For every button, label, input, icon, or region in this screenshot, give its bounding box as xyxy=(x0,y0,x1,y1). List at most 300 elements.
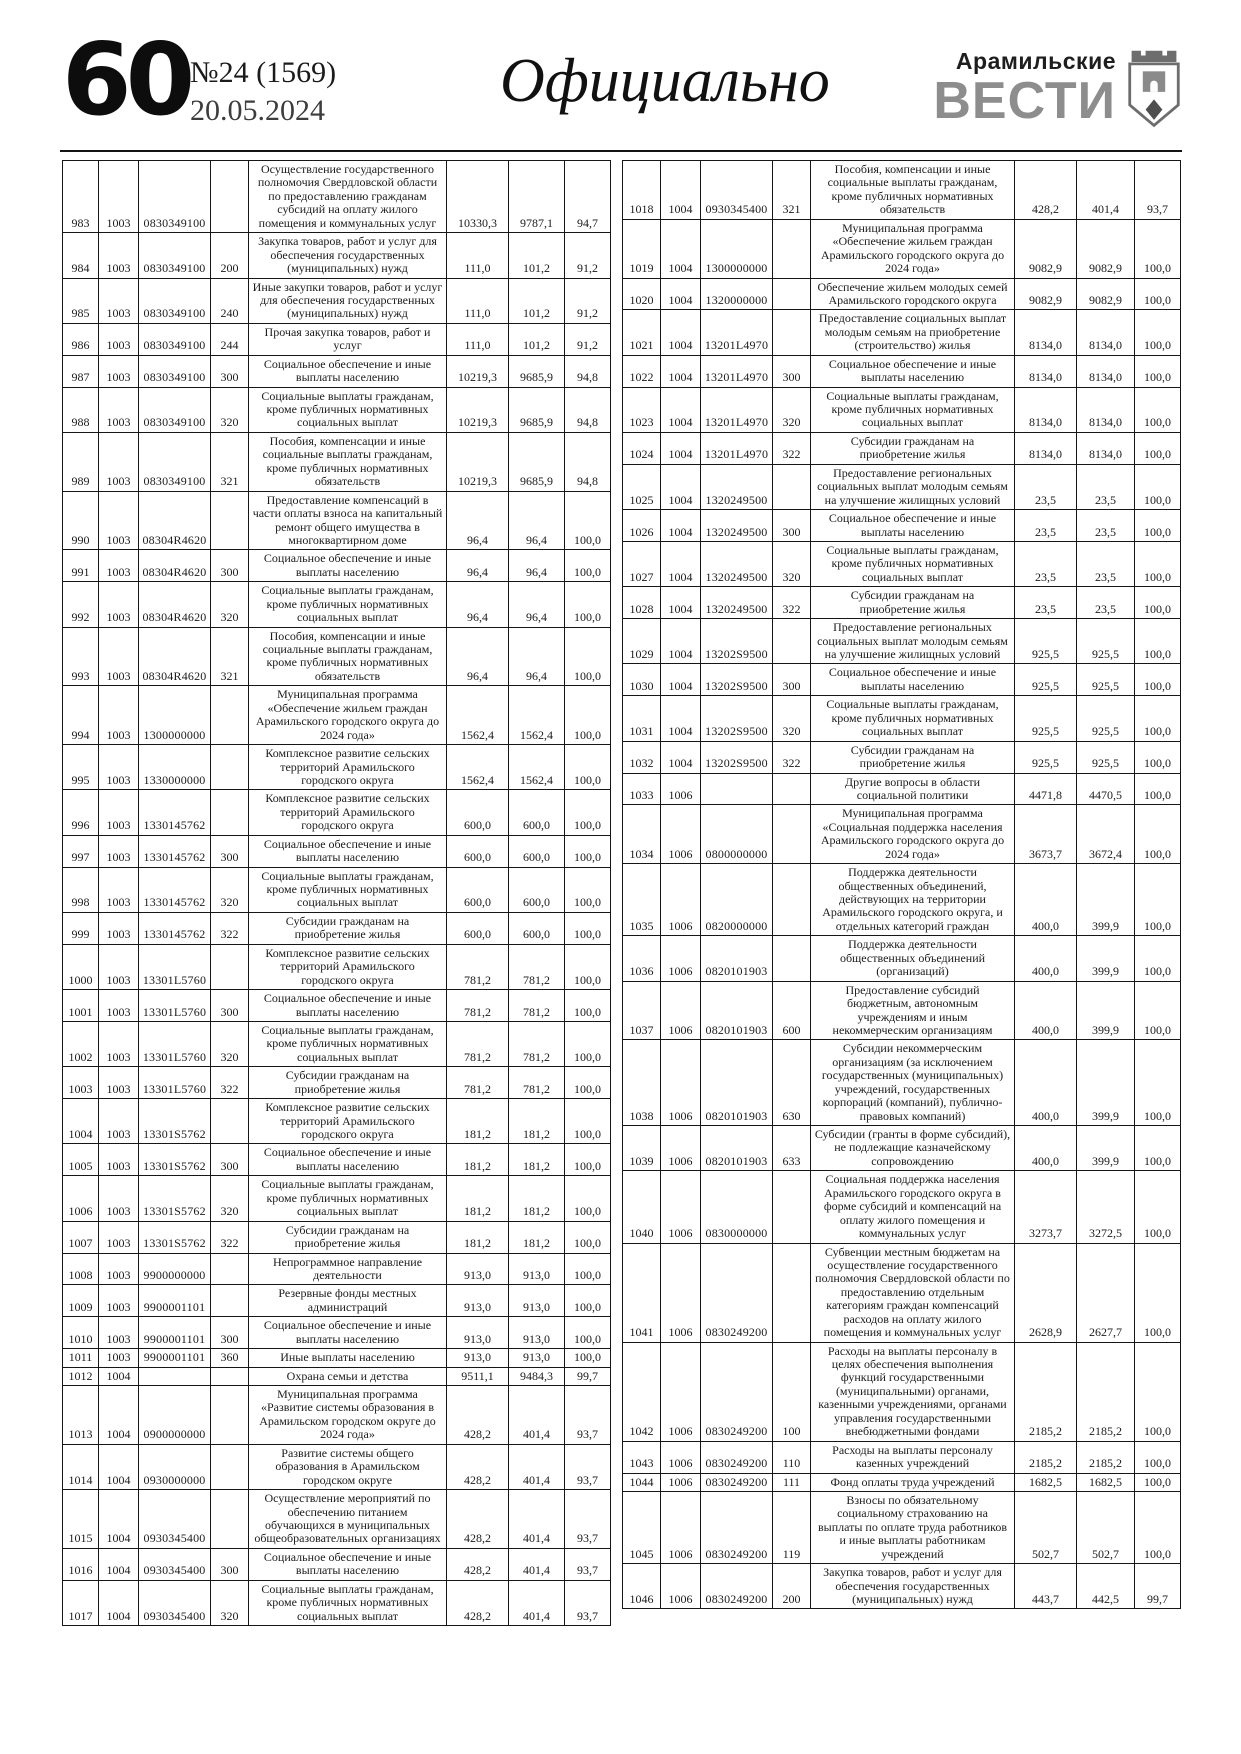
target-article-code: 0830349100 xyxy=(139,278,211,323)
table-row xyxy=(63,387,611,432)
issue-number: №24 (1569) xyxy=(190,56,337,89)
target-article-code: 13202S9500 xyxy=(701,741,773,773)
target-article-code: 13202S9500 xyxy=(701,696,773,741)
expense-name: Социальное обеспечение и иные выплаты населению xyxy=(249,1317,447,1349)
target-article-code: 0830349100 xyxy=(139,323,211,355)
planned-amount: 925,5 xyxy=(1015,664,1077,696)
expense-name: Субсидии гражданам на приобретение жилья xyxy=(249,1067,447,1099)
planned-amount: 428,2 xyxy=(1015,161,1077,220)
expense-type-code xyxy=(211,1444,249,1489)
section-code: 1004 xyxy=(661,161,701,220)
row-number: 1038 xyxy=(623,1040,661,1126)
section-code: 1004 xyxy=(99,1548,139,1580)
expense-type-code xyxy=(211,790,249,835)
expense-name: Субсидии гражданам на приобретение жилья xyxy=(811,432,1015,464)
table-row xyxy=(623,1491,1181,1563)
execution-percent: 100,0 xyxy=(565,627,611,686)
row-number: 1039 xyxy=(623,1126,661,1171)
execution-percent: 100,0 xyxy=(1135,1040,1181,1126)
table-row xyxy=(63,867,611,912)
expense-type-code: 322 xyxy=(211,1221,249,1253)
planned-amount: 4471,8 xyxy=(1015,773,1077,805)
execution-percent: 100,0 xyxy=(565,745,611,790)
target-article-code: 13301S5762 xyxy=(139,1176,211,1221)
target-article-code: 0830249200 xyxy=(701,1473,773,1491)
planned-amount: 781,2 xyxy=(447,944,509,989)
target-article-code: 13301S5762 xyxy=(139,1144,211,1176)
executed-amount: 913,0 xyxy=(509,1253,565,1285)
brand-line1: Арамильские xyxy=(955,48,1116,74)
expense-name: Расходы на выплаты персоналу казенных учреждений xyxy=(811,1441,1015,1473)
executed-amount: 3272,5 xyxy=(1077,1171,1135,1243)
brand-line2: ВЕСТИ xyxy=(933,72,1116,130)
executed-amount: 23,5 xyxy=(1077,587,1135,619)
row-number: 1030 xyxy=(623,664,661,696)
table-row xyxy=(623,981,1181,1040)
row-number: 993 xyxy=(63,627,99,686)
row-number: 1026 xyxy=(623,510,661,542)
planned-amount: 2185,2 xyxy=(1015,1342,1077,1441)
execution-percent: 100,0 xyxy=(565,1349,611,1367)
table-row xyxy=(63,1367,611,1385)
expense-name: Комплексное развитие сельских территорий Арамильского городского округа xyxy=(249,944,447,989)
expense-name: Резервные фонды местных администраций xyxy=(249,1285,447,1317)
planned-amount: 10219,3 xyxy=(447,432,509,491)
section-code: 1006 xyxy=(661,936,701,981)
row-number: 1036 xyxy=(623,936,661,981)
expense-name: Социальное обеспечение и иные выплаты населению xyxy=(249,1548,447,1580)
target-article-code: 1320249500 xyxy=(701,541,773,586)
execution-percent: 100,0 xyxy=(565,582,611,627)
table-row xyxy=(63,582,611,627)
target-article-code: 0830349100 xyxy=(139,233,211,278)
row-number: 1015 xyxy=(63,1490,99,1549)
executed-amount: 401,4 xyxy=(509,1490,565,1549)
expense-name: Субсидии гражданам на приобретение жилья xyxy=(811,741,1015,773)
section-code: 1004 xyxy=(661,587,701,619)
target-article-code: 08304R4620 xyxy=(139,550,211,582)
execution-percent: 100,0 xyxy=(1135,1126,1181,1171)
table-row xyxy=(623,741,1181,773)
executed-amount: 913,0 xyxy=(509,1285,565,1317)
section-code: 1006 xyxy=(661,1342,701,1441)
expense-type-code: 300 xyxy=(211,1144,249,1176)
executed-amount: 8134,0 xyxy=(1077,387,1135,432)
row-number: 1027 xyxy=(623,541,661,586)
planned-amount: 111,0 xyxy=(447,233,509,278)
planned-amount: 781,2 xyxy=(447,1021,509,1066)
expense-name: Осуществление мероприятий по обеспечению питанием обучающихся в муниципальных общеобразовательных организациях xyxy=(249,1490,447,1549)
section-code: 1006 xyxy=(661,1243,701,1342)
execution-percent: 94,8 xyxy=(565,355,611,387)
expense-name: Пособия, компенсации и иные социальные выплаты гражданам, кроме публичных нормативных обязательств xyxy=(249,627,447,686)
row-number: 1041 xyxy=(623,1243,661,1342)
execution-percent: 100,0 xyxy=(1135,741,1181,773)
execution-percent: 100,0 xyxy=(565,990,611,1022)
planned-amount: 925,5 xyxy=(1015,741,1077,773)
planned-amount: 400,0 xyxy=(1015,1040,1077,1126)
planned-amount: 111,0 xyxy=(447,278,509,323)
executed-amount: 401,4 xyxy=(509,1580,565,1625)
row-number: 1032 xyxy=(623,741,661,773)
expense-type-code: 300 xyxy=(773,355,811,387)
section-code: 1006 xyxy=(661,981,701,1040)
section-code: 1006 xyxy=(661,1564,701,1609)
table-row xyxy=(63,278,611,323)
execution-percent: 93,7 xyxy=(565,1386,611,1445)
planned-amount: 96,4 xyxy=(447,491,509,550)
execution-percent: 94,7 xyxy=(565,161,611,233)
expense-type-code xyxy=(773,278,811,310)
expense-name: Поддержка деятельности общественных объединений, действующих на территории Арамильского городского округа, и отдельных категорий граждан xyxy=(811,864,1015,936)
expense-type-code: 200 xyxy=(773,1564,811,1609)
row-number: 1040 xyxy=(623,1171,661,1243)
section-code: 1006 xyxy=(661,1126,701,1171)
expense-name: Закупка товаров, работ и услуг для обеспечения государственных (муниципальных) нужд xyxy=(249,233,447,278)
table-row xyxy=(623,1342,1181,1441)
expense-type-code: 322 xyxy=(211,912,249,944)
table-row xyxy=(623,1040,1181,1126)
section-code: 1003 xyxy=(99,161,139,233)
section-code: 1003 xyxy=(99,491,139,550)
planned-amount: 8134,0 xyxy=(1015,432,1077,464)
table-row xyxy=(63,1067,611,1099)
row-number: 1023 xyxy=(623,387,661,432)
expense-type-code: 300 xyxy=(773,664,811,696)
planned-amount: 400,0 xyxy=(1015,864,1077,936)
target-article-code: 0830349100 xyxy=(139,161,211,233)
expense-name: Непрограммное направление деятельности xyxy=(249,1253,447,1285)
executed-amount: 101,2 xyxy=(509,323,565,355)
table-row xyxy=(623,219,1181,278)
planned-amount: 23,5 xyxy=(1015,510,1077,542)
expense-name: Закупка товаров, работ и услуг для обеспечения государственных (муниципальных) нужд xyxy=(811,1564,1015,1609)
execution-percent: 100,0 xyxy=(1135,936,1181,981)
section-code: 1003 xyxy=(99,835,139,867)
table-row xyxy=(623,1564,1181,1609)
section-code: 1006 xyxy=(661,1491,701,1563)
expense-type-code: 320 xyxy=(211,867,249,912)
page-number: 60 xyxy=(62,21,190,138)
section-code: 1003 xyxy=(99,1144,139,1176)
planned-amount: 428,2 xyxy=(447,1490,509,1549)
table-row xyxy=(623,619,1181,664)
target-article-code: 0930345400 xyxy=(139,1490,211,1549)
expense-name: Социальные выплаты гражданам, кроме публичных нормативных социальных выплат xyxy=(249,1021,447,1066)
planned-amount: 10219,3 xyxy=(447,387,509,432)
row-number: 1044 xyxy=(623,1473,661,1491)
planned-amount: 600,0 xyxy=(447,912,509,944)
table-row xyxy=(63,1099,611,1144)
planned-amount: 1562,4 xyxy=(447,686,509,745)
target-article-code: 0830249200 xyxy=(701,1491,773,1563)
expense-name: Социальное обеспечение и иные выплаты населению xyxy=(811,510,1015,542)
executed-amount: 399,9 xyxy=(1077,864,1135,936)
execution-percent: 100,0 xyxy=(1135,805,1181,864)
execution-percent: 100,0 xyxy=(1135,219,1181,278)
target-article-code: 1330145762 xyxy=(139,912,211,944)
executed-amount: 2627,7 xyxy=(1077,1243,1135,1342)
planned-amount: 781,2 xyxy=(447,1067,509,1099)
row-number: 1037 xyxy=(623,981,661,1040)
planned-amount: 502,7 xyxy=(1015,1491,1077,1563)
target-article-code: 13201L4970 xyxy=(701,310,773,355)
execution-percent: 100,0 xyxy=(565,1285,611,1317)
execution-percent: 100,0 xyxy=(565,686,611,745)
planned-amount: 600,0 xyxy=(447,835,509,867)
expense-name: Иные выплаты населению xyxy=(249,1349,447,1367)
row-number: 1005 xyxy=(63,1144,99,1176)
target-article-code: 1330145762 xyxy=(139,867,211,912)
section-code: 1004 xyxy=(661,310,701,355)
target-article-code: 13301L5760 xyxy=(139,944,211,989)
expense-type-code: 630 xyxy=(773,1040,811,1126)
row-number: 1003 xyxy=(63,1067,99,1099)
execution-percent: 91,2 xyxy=(565,278,611,323)
row-number: 992 xyxy=(63,582,99,627)
expense-type-code: 300 xyxy=(211,355,249,387)
planned-amount: 23,5 xyxy=(1015,541,1077,586)
budget-table-left xyxy=(62,160,611,1626)
expense-type-code: 322 xyxy=(773,587,811,619)
target-article-code: 0830249200 xyxy=(701,1441,773,1473)
section-code: 1004 xyxy=(661,432,701,464)
expense-type-code xyxy=(773,310,811,355)
target-article-code: 9900000000 xyxy=(139,1253,211,1285)
planned-amount: 1682,5 xyxy=(1015,1473,1077,1491)
section-code: 1004 xyxy=(99,1386,139,1445)
table-row xyxy=(623,541,1181,586)
expense-name: Пособия, компенсации и иные социальные выплаты гражданам, кроме публичных нормативных обязательств xyxy=(811,161,1015,220)
execution-percent: 100,0 xyxy=(1135,696,1181,741)
row-number: 1014 xyxy=(63,1444,99,1489)
planned-amount: 111,0 xyxy=(447,323,509,355)
planned-amount: 925,5 xyxy=(1015,619,1077,664)
target-article-code: 13201L4970 xyxy=(701,432,773,464)
expense-type-code xyxy=(773,1243,811,1342)
expense-type-code: 320 xyxy=(211,1580,249,1625)
section-code: 1004 xyxy=(661,510,701,542)
section-code: 1004 xyxy=(99,1367,139,1385)
row-number: 1043 xyxy=(623,1441,661,1473)
executed-amount: 442,5 xyxy=(1077,1564,1135,1609)
table-row xyxy=(63,323,611,355)
table-row xyxy=(623,310,1181,355)
table-row xyxy=(623,1473,1181,1491)
executed-amount: 401,4 xyxy=(509,1386,565,1445)
executed-amount: 2185,2 xyxy=(1077,1342,1135,1441)
expense-name: Поддержка деятельности общественных объединений (организаций) xyxy=(811,936,1015,981)
planned-amount: 2628,9 xyxy=(1015,1243,1077,1342)
section-code: 1003 xyxy=(99,1253,139,1285)
row-number: 997 xyxy=(63,835,99,867)
expense-type-code xyxy=(211,686,249,745)
execution-percent: 100,0 xyxy=(1135,310,1181,355)
section-code: 1004 xyxy=(661,741,701,773)
planned-amount: 913,0 xyxy=(447,1349,509,1367)
expense-name: Прочая закупка товаров, работ и услуг xyxy=(249,323,447,355)
executed-amount: 181,2 xyxy=(509,1099,565,1144)
expense-name: Социальное обеспечение и иные выплаты населению xyxy=(249,835,447,867)
row-number: 1017 xyxy=(63,1580,99,1625)
execution-percent: 100,0 xyxy=(565,550,611,582)
executed-amount: 781,2 xyxy=(509,1067,565,1099)
section-code: 1003 xyxy=(99,1067,139,1099)
expense-name: Иные закупки товаров, работ и услуг для обеспечения государственных (муниципальных) нужд xyxy=(249,278,447,323)
table-row xyxy=(63,1317,611,1349)
target-article-code: 1300000000 xyxy=(139,686,211,745)
table-row xyxy=(63,627,611,686)
target-article-code: 0830249200 xyxy=(701,1342,773,1441)
planned-amount: 428,2 xyxy=(447,1386,509,1445)
expense-name: Социальное обеспечение и иные выплаты населению xyxy=(249,550,447,582)
expense-name: Комплексное развитие сельских территорий Арамильского городского округа xyxy=(249,790,447,835)
execution-percent: 100,0 xyxy=(1135,541,1181,586)
table-row xyxy=(623,936,1181,981)
expense-type-code xyxy=(773,1171,811,1243)
executed-amount: 9685,9 xyxy=(509,355,565,387)
target-article-code xyxy=(139,1367,211,1385)
expense-name: Субсидии (гранты в форме субсидий), не подлежащие казначейскому сопровождению xyxy=(811,1126,1015,1171)
expense-name: Социальное обеспечение и иные выплаты населению xyxy=(249,355,447,387)
row-number: 995 xyxy=(63,745,99,790)
row-number: 1006 xyxy=(63,1176,99,1221)
expense-name: Субсидии гражданам на приобретение жилья xyxy=(811,587,1015,619)
planned-amount: 400,0 xyxy=(1015,1126,1077,1171)
row-number: 1013 xyxy=(63,1386,99,1445)
expense-type-code: 110 xyxy=(773,1441,811,1473)
execution-percent: 100,0 xyxy=(565,912,611,944)
expense-name: Фонд оплаты труда учреждений xyxy=(811,1473,1015,1491)
row-number: 1020 xyxy=(623,278,661,310)
section-code: 1004 xyxy=(99,1490,139,1549)
expense-type-code: 321 xyxy=(211,432,249,491)
target-article-code: 1320249500 xyxy=(701,510,773,542)
table-row xyxy=(623,510,1181,542)
table-row xyxy=(63,161,611,233)
planned-amount: 3273,7 xyxy=(1015,1171,1077,1243)
section-code: 1003 xyxy=(99,990,139,1022)
section-code: 1003 xyxy=(99,1349,139,1367)
executed-amount: 9082,9 xyxy=(1077,219,1135,278)
expense-name: Социальные выплаты гражданам, кроме публичных нормативных социальных выплат xyxy=(811,387,1015,432)
expense-type-code xyxy=(773,864,811,936)
section-code: 1003 xyxy=(99,323,139,355)
expense-name: Предоставление региональных социальных выплат молодым семьям на улучшение жилищных условий xyxy=(811,464,1015,509)
expense-name: Социальные выплаты гражданам, кроме публичных нормативных социальных выплат xyxy=(249,1580,447,1625)
table-row xyxy=(623,1441,1181,1473)
planned-amount: 600,0 xyxy=(447,790,509,835)
newspaper-brand xyxy=(933,48,1116,130)
target-article-code: 0830349100 xyxy=(139,387,211,432)
expense-name: Предоставление компенсаций в части оплаты взноса на капитальный ремонт общего имущества в многоквартирном доме xyxy=(249,491,447,550)
target-article-code: 9900001101 xyxy=(139,1317,211,1349)
planned-amount: 3673,7 xyxy=(1015,805,1077,864)
table-row xyxy=(63,944,611,989)
execution-percent: 100,0 xyxy=(1135,1243,1181,1342)
execution-percent: 99,7 xyxy=(565,1367,611,1385)
coat-of-arms-icon xyxy=(1126,46,1182,134)
expense-type-code: 240 xyxy=(211,278,249,323)
table-row xyxy=(623,355,1181,387)
expense-type-code: 321 xyxy=(773,161,811,220)
expense-type-code xyxy=(773,464,811,509)
execution-percent: 91,2 xyxy=(565,233,611,278)
section-code: 1003 xyxy=(99,278,139,323)
issue-block xyxy=(190,54,336,129)
execution-percent: 100,0 xyxy=(1135,1342,1181,1441)
execution-percent: 100,0 xyxy=(1135,981,1181,1040)
execution-percent: 100,0 xyxy=(565,1144,611,1176)
row-number: 987 xyxy=(63,355,99,387)
section-code: 1004 xyxy=(661,696,701,741)
executed-amount: 399,9 xyxy=(1077,1126,1135,1171)
execution-percent: 100,0 xyxy=(1135,1473,1181,1491)
executed-amount: 600,0 xyxy=(509,835,565,867)
row-number: 1046 xyxy=(623,1564,661,1609)
expense-name: Осуществление государственного полномочия Свердловской области по предоставлению гражданам субсидий на оплату жилого помещения и коммунальных услуг xyxy=(249,161,447,233)
expense-type-code xyxy=(773,936,811,981)
execution-percent: 100,0 xyxy=(1135,355,1181,387)
row-number: 1035 xyxy=(623,864,661,936)
budget-table-right-body xyxy=(623,161,1181,1609)
row-number: 1016 xyxy=(63,1548,99,1580)
executed-amount: 925,5 xyxy=(1077,741,1135,773)
row-number: 998 xyxy=(63,867,99,912)
expense-name: Предоставление социальных выплат молодым семьям на приобретение (строительство) жилья xyxy=(811,310,1015,355)
expense-name: Развитие системы общего образования в Арамильском городском округе xyxy=(249,1444,447,1489)
target-article-code: 0930000000 xyxy=(139,1444,211,1489)
expense-type-code xyxy=(211,944,249,989)
expense-type-code: 200 xyxy=(211,233,249,278)
executed-amount: 3672,4 xyxy=(1077,805,1135,864)
execution-percent: 100,0 xyxy=(1135,1171,1181,1243)
target-article-code: 1320249500 xyxy=(701,464,773,509)
section-code: 1004 xyxy=(661,387,701,432)
execution-percent: 100,0 xyxy=(1135,864,1181,936)
table-row xyxy=(63,1580,611,1625)
row-number: 1000 xyxy=(63,944,99,989)
target-article-code: 9900001101 xyxy=(139,1285,211,1317)
execution-percent: 93,7 xyxy=(565,1548,611,1580)
planned-amount: 428,2 xyxy=(447,1580,509,1625)
section-code: 1004 xyxy=(661,619,701,664)
row-number: 984 xyxy=(63,233,99,278)
expense-name: Муниципальная программа «Развитие системы образования в Арамильском городском округе до 2024 года» xyxy=(249,1386,447,1445)
expense-type-code: 600 xyxy=(773,981,811,1040)
expense-type-code: 320 xyxy=(211,582,249,627)
expense-type-code: 300 xyxy=(773,510,811,542)
target-article-code: 13301L5760 xyxy=(139,990,211,1022)
planned-amount: 443,7 xyxy=(1015,1564,1077,1609)
executed-amount: 181,2 xyxy=(509,1176,565,1221)
table-row xyxy=(623,864,1181,936)
planned-amount: 181,2 xyxy=(447,1144,509,1176)
section-code: 1003 xyxy=(99,550,139,582)
expense-type-code: 100 xyxy=(773,1342,811,1441)
execution-percent: 99,7 xyxy=(1135,1564,1181,1609)
planned-amount: 9082,9 xyxy=(1015,278,1077,310)
table-row xyxy=(623,1126,1181,1171)
target-article-code: 1330145762 xyxy=(139,835,211,867)
executed-amount: 600,0 xyxy=(509,912,565,944)
expense-type-code xyxy=(773,619,811,664)
planned-amount: 2185,2 xyxy=(1015,1441,1077,1473)
section-code: 1003 xyxy=(99,1099,139,1144)
target-article-code: 0820101903 xyxy=(701,936,773,981)
execution-percent: 94,8 xyxy=(565,387,611,432)
section-code: 1003 xyxy=(99,912,139,944)
